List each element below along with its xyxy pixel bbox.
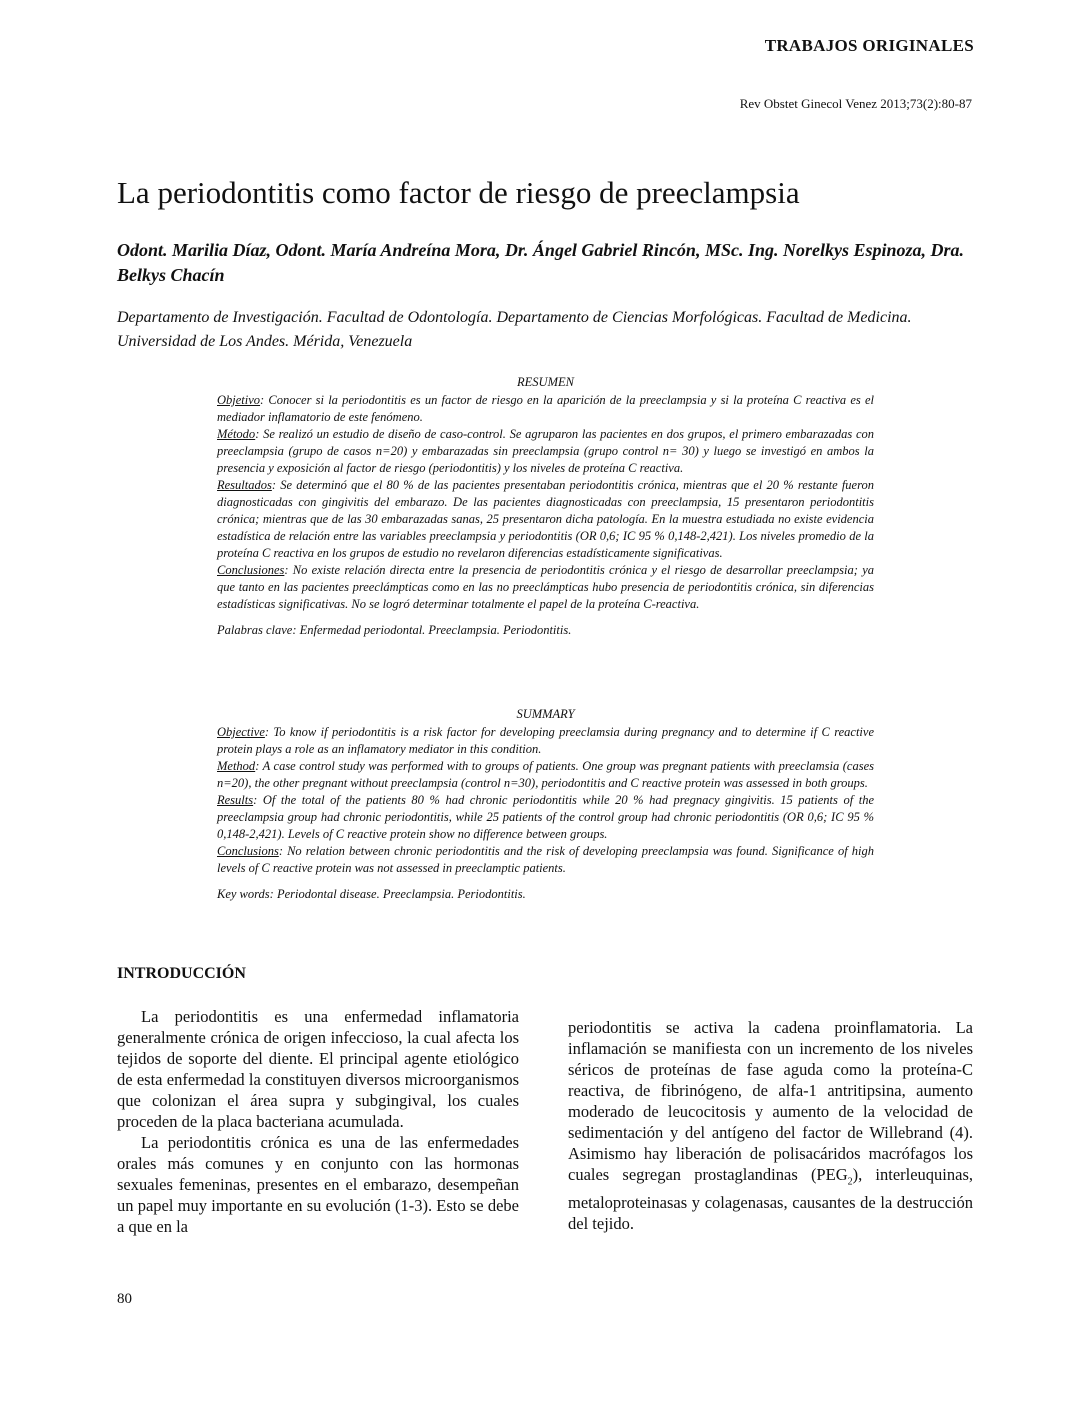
resumen-objetivo xyxy=(217,392,874,426)
body-column-right xyxy=(568,1017,973,1234)
summary-method-text: : A case control study was performed with to groups of patients. One group was pregnant patients with preeclamsia (cases n=20), the other pregnant without preeclampsia (control n=30), periodontitis and C reactive protein was assessed in both groups. xyxy=(217,759,874,790)
summary-heading: SUMMARY xyxy=(516,707,575,721)
author-affiliation: Departamento de Investigación. Facultad de Odontología. Departamento de Ciencias Morfológicas. Facultad de Medicina. Universidad de Los Andes. Mérida, Venezuela xyxy=(117,309,912,350)
resumen-metodo-text: : Se realizó un estudio de diseño de caso-control. Se agruparon las pacientes en dos grupos, el primero embarazadas con preeclampsia (grupo de casos n=20) y embarazadas sin preeclampsia (grupo control n= 30) y luego se investigó en ambos la presencia y exposición al factor de riesgo (periodontitis) y los niveles de proteína C reactiva. xyxy=(217,427,874,475)
journal-citation: Rev Obstet Ginecol Venez 2013;73(2):80-87 xyxy=(739,96,972,111)
intro-paragraph-3 xyxy=(568,1017,973,1234)
intro-paragraph-1: La periodontitis es una enfermedad inflamatoria generalmente crónica de origen infeccioso, la cual afecta los tejidos de soporte del diente. El principal agente etiológico de esta enfermedad la constituyen diversos microorganismos que colonizan el área supra y subgingival, los cuales proceden de la placa bacteriana acumulada. xyxy=(117,1007,519,1131)
body-column-left xyxy=(117,1006,519,1237)
summary-conclusions-label: Conclusions xyxy=(217,844,279,858)
resumen-keywords: Palabras clave: Enfermedad periodontal. Preeclampsia. Periodontitis. xyxy=(217,623,572,637)
resumen-conclusiones-text: : No existe relación directa entre la presencia de periodontitis crónica y el riesgo de desarrollar preeclampsia; ya que tanto en las pacientes preeclámpticas como en las no preeclámpticas hubo presencia de periodontitis crónica, sin diferencias estadísticas significativas. No se logró determinar totalmente el papel de la proteína C-reactiva. xyxy=(217,563,874,611)
summary-objective xyxy=(217,724,874,758)
resumen-conclusiones-label: Conclusiones xyxy=(217,563,285,577)
resumen-objetivo-label: Objetivo xyxy=(217,393,261,407)
summary-conclusions-text: : No relation between chronic periodontitis and the risk of developing preeclampsia was found. Significance of high levels of C reactive protein was not assessed in preeclamptic patients. xyxy=(217,844,874,875)
summary-section xyxy=(217,706,874,903)
subscript-2: 2 xyxy=(847,1176,853,1188)
resumen-section xyxy=(217,374,874,639)
resumen-heading: RESUMEN xyxy=(517,375,574,389)
resumen-objetivo-text: : Conocer si la periodontitis es un factor de riesgo en la aparición de la preeclampsia y si la proteína C reactiva es el mediador inflamatorio de este fenómeno. xyxy=(217,393,874,424)
article-title: La periodontitis como factor de riesgo de preeclampsia xyxy=(117,175,800,210)
introduction-heading: INTRODUCCIÓN xyxy=(117,965,246,982)
summary-method xyxy=(217,758,874,792)
resumen-metodo-label: Método xyxy=(217,427,256,441)
resumen-metodo xyxy=(217,426,874,477)
summary-method-label: Method xyxy=(217,759,256,773)
summary-conclusions xyxy=(217,843,874,877)
author-list: Odont. Marilia Díaz, Odont. María Andreína Mora, Dr. Ángel Gabriel Rincón, MSc. Ing. Norelkys Espinoza, Dra. Belkys Chacín xyxy=(117,240,964,285)
intro-paragraph-3-part-1: periodontitis se activa la cadena proinflamatoria. La inflamación se manifiesta con un incremento de los niveles séricos de proteínas de fase aguda como la proteína-C reactiva, de fibrinógeno, de alfa-1 antritipsina, aumento moderado de leucocitosis y aumento de la velocidad de sedimentación y del antígeno del factor de Willebrand (4). Asimismo hay liberación de polisacáridos macrófagos los cuales segregan prostaglandinas (PEG xyxy=(568,1018,973,1184)
summary-objective-text: : To know if periodontitis is a risk factor for developing preeclamsia during pregnancy and to determine if C reactive protein plays a role as an inflamatory mediator in this condition. xyxy=(217,725,874,756)
summary-results-text: : Of the total of the patients 80 % had chronic periodontitis while 20 % had pregnacy gingivitis. 15 patients of the preeclampsia group had chronic periodontitis, while 25 patients of the control group had chronic periodontitis (OR 0,6; IC 95 % 0,148-2,421). Levels of C reactive protein show no difference between groups. xyxy=(217,793,874,841)
summary-results-label: Results xyxy=(217,793,254,807)
resumen-resultados-label: Resultados xyxy=(217,478,272,492)
resumen-resultados xyxy=(217,477,874,562)
resumen-conclusiones xyxy=(217,562,874,613)
section-label: TRABAJOS ORIGINALES xyxy=(764,36,974,55)
intro-paragraph-2: La periodontitis crónica es una de las enfermedades orales más comunes y en conjunto con las hormonas sexuales femeninas, presentes en el embarazo, desempeñan un papel muy importante en su evolución (1-3). Esto se debe a que en la xyxy=(117,1133,519,1236)
page-number: 80 xyxy=(117,1291,132,1307)
resumen-resultados-text: : Se determinó que el 80 % de las pacientes presentaban periodontitis crónica, mientras que el 20 % restante fueron diagnosticadas con gingivitis del embarazo. De las pacientes diagnosticadas con preeclampsia, 15 presentaron periodontitis crónica; mientras que de las 30 embarazadas sanas, 25 presentaron dicha patología. En la muestra estudiada no existe evidencia estadística de relación entre las variables preeclampsia y periodontitis (OR 0,6; IC 95 % 0,148-2,421). Los niveles promedio de la proteína C reactiva en los grupos de estudio no revelaron diferencias estadísticamente significativas. xyxy=(217,478,874,560)
summary-objective-label: Objective xyxy=(217,725,265,739)
summary-results xyxy=(217,792,874,843)
intro-paragraph-3-part-2: ), interleuquinas, metaloproteinasas y colagenasas, causantes de la destrucción del tejido. xyxy=(568,1165,973,1234)
summary-keywords: Key words: Periodontal disease. Preeclampsia. Periodontitis. xyxy=(217,887,526,901)
